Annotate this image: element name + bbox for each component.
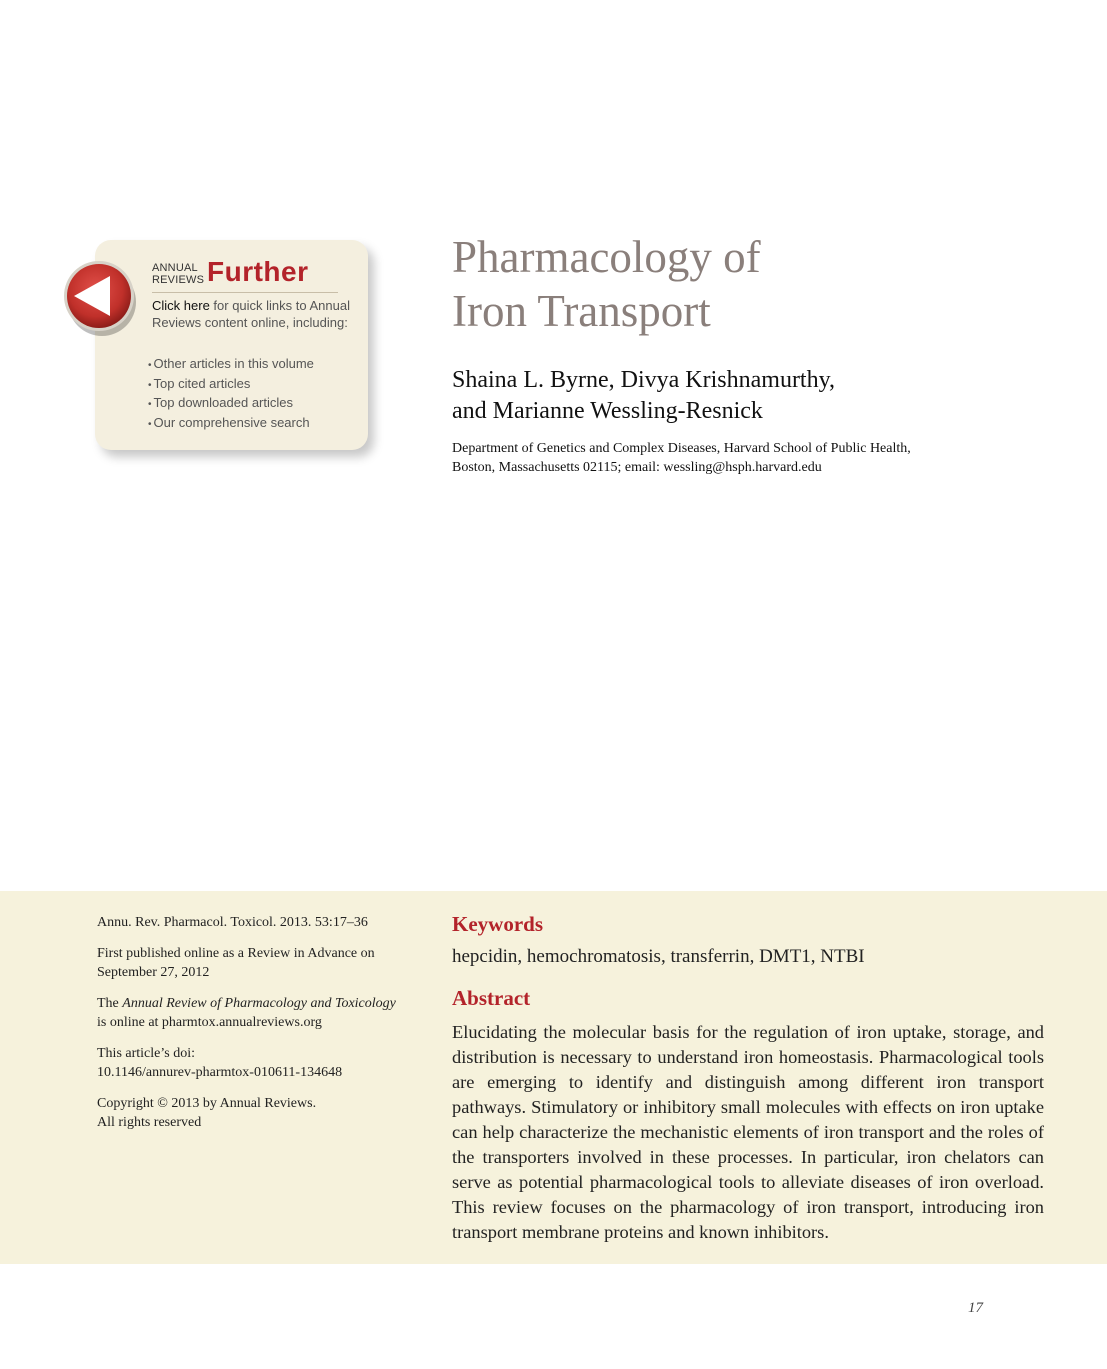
further-link-search[interactable]: • Our comprehensive search bbox=[148, 414, 314, 434]
article-title: Pharmacology of Iron Transport bbox=[452, 232, 761, 336]
author-affiliation: Department of Genetics and Complex Diseases, Harvard School of Public Health, Boston, Massachusetts 02115; email: wessling@hsph.harvard.edu bbox=[452, 441, 911, 475]
page-number: 17 bbox=[968, 1300, 983, 1316]
abstract-text: Elucidating the molecular basis for the regulation of iron uptake, storage, and distribution is necessary to understand iron homeostasis. Pharmacological tools are emerging to identify and distinguish among different iron transport pathways. Stimulatory or inhibitory small molecules with effects on iron uptake can help characterize the mechanistic elements of iron transport and the roles of the transporters involved in these processes. In particular, iron chelators can serve as potential pharmacological tools to alleviate diseases of iron overload. This review focuses on the pharmacology of iron transport, introducing iron transport membrane proteins and known inhibitors. bbox=[452, 1022, 1044, 1242]
doi-info: This article’s doi: 10.1146/annurev-pharmtox-010611-134648 bbox=[97, 1044, 417, 1082]
doi-value[interactable]: 10.1146/annurev-pharmtox-010611-134648 bbox=[97, 1065, 343, 1080]
further-intro-rest: for quick links to Annual Reviews content online, including: bbox=[152, 298, 350, 330]
further-intro bbox=[152, 297, 352, 331]
copyright-notice: Copyright © 2013 by Annual Reviews. All rights reserved bbox=[97, 1096, 317, 1130]
further-link-top-cited[interactable]: • Top cited articles bbox=[148, 375, 314, 395]
keywords-heading: Keywords bbox=[452, 912, 543, 936]
keywords-list: hepcidin, hemochromatosis, transferrin, DMT1, NTBI bbox=[452, 946, 865, 967]
journal-online-note: The Annual Review of Pharmacology and Toxicology is online at pharmtox.annualreviews.org bbox=[97, 996, 396, 1030]
publication-date: First published online as a Review in Advance on September 27, 2012 bbox=[97, 946, 375, 980]
further-link-other-articles[interactable]: • Other articles in this volume bbox=[148, 355, 314, 375]
further-divider bbox=[152, 292, 338, 293]
abstract-heading: Abstract bbox=[452, 986, 531, 1010]
journal-name: Annual Review of Pharmacology and Toxicology bbox=[122, 996, 396, 1011]
further-logo-word: Further bbox=[207, 256, 309, 287]
further-link-top-downloaded[interactable]: • Top downloaded articles bbox=[148, 394, 314, 414]
article-authors: Shaina L. Byrne, Divya Krishnamurthy, and Marianne Wessling-Resnick bbox=[452, 367, 836, 424]
click-here-link[interactable]: Click here bbox=[152, 298, 210, 313]
further-links-list bbox=[148, 355, 314, 433]
citation: Annu. Rev. Pharmacol. Toxicol. 2013. 53:17–36 bbox=[97, 915, 368, 930]
annual-reviews-logo-text: ANNUAL REVIEWS bbox=[152, 262, 205, 286]
back-arrow-icon[interactable] bbox=[62, 258, 138, 338]
